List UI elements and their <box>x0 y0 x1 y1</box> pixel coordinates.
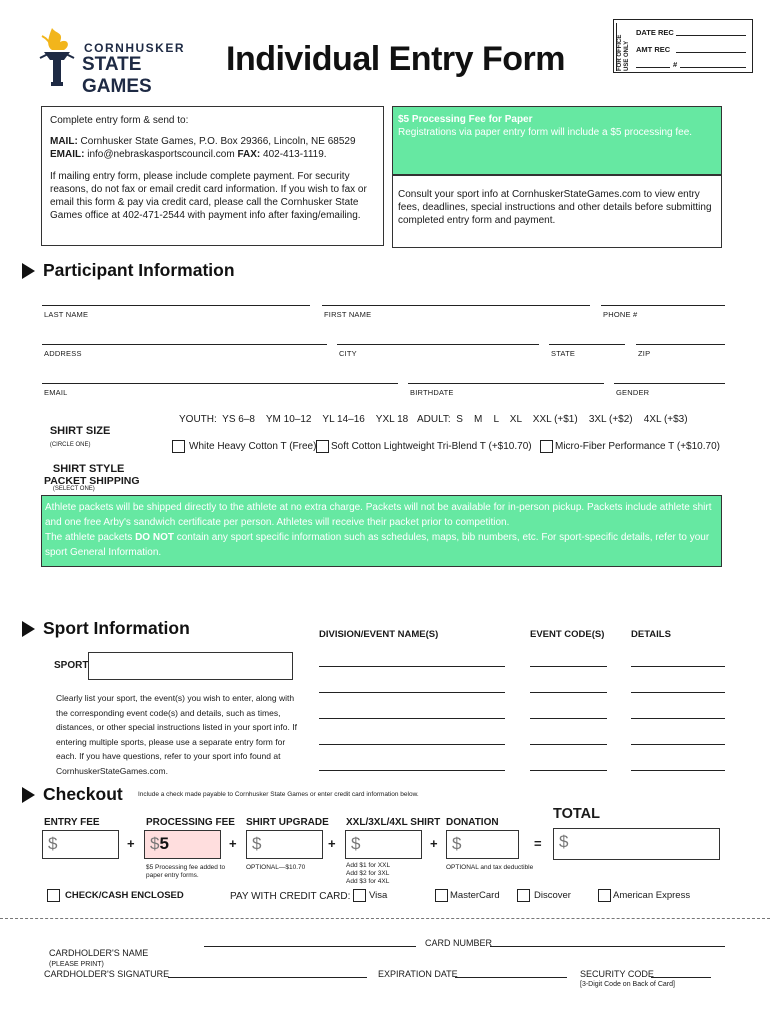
total-label: TOTAL <box>553 806 600 822</box>
page-title: Individual Entry Form <box>226 40 565 78</box>
amt-rec-label: AMT REC <box>636 45 671 54</box>
state-label: STATE <box>551 349 576 358</box>
consult-text: Consult your sport info at CornhuskerStateGames.com to view entry fees, deadlines, special instructions and other details before submitting completed entry form and payment. <box>398 189 712 226</box>
xxl-shirt-label: XXL/3XL/4XL SHIRT <box>346 817 441 828</box>
visa-option[interactable] <box>353 889 387 902</box>
shirt-upgrade-label: SHIRT UPGRADE <box>246 817 329 828</box>
adult-sizes[interactable]: ADULT: S M L XL XXL (+$1) 3XL (+$2) 4XL (+$3) <box>417 414 688 425</box>
event-code-line-1[interactable] <box>530 657 607 667</box>
mastercard-checkbox[interactable] <box>435 889 448 902</box>
packet-shipping-title: PACKET SHIPPING <box>44 475 140 487</box>
intro-box <box>41 106 384 246</box>
details-line-4[interactable] <box>631 735 725 745</box>
last-name-field[interactable] <box>42 296 310 306</box>
mastercard-option[interactable] <box>435 889 500 902</box>
city-label: CITY <box>339 349 357 358</box>
event-code-line-2[interactable] <box>530 683 607 693</box>
security-code-field[interactable] <box>651 968 711 978</box>
first-name-field[interactable] <box>322 296 590 306</box>
office-use-box <box>613 19 753 73</box>
address-label: ADDRESS <box>44 349 82 358</box>
sport-section-title <box>22 618 190 639</box>
donation-input[interactable]: $ <box>446 830 519 859</box>
discover-checkbox[interactable] <box>517 889 530 902</box>
plus-sign-1: + <box>127 836 135 851</box>
division-header: DIVISION/EVENT NAME(S) <box>319 629 439 640</box>
pay-credit-label: PAY WITH CREDIT CARD: <box>230 891 351 902</box>
mail-label: MAIL: <box>50 136 78 147</box>
office-use-label: FOR OFFICE USE ONLY <box>616 23 632 71</box>
cut-line-divider <box>0 918 770 919</box>
shirt-style-label: SHIRT STYLE <box>52 463 125 475</box>
details-header: DETAILS <box>631 629 671 640</box>
check-cash-checkbox[interactable] <box>47 889 60 902</box>
equals-sign: = <box>534 836 542 851</box>
email-label: EMAIL <box>44 388 68 397</box>
processing-fee-input[interactable]: $5 <box>144 830 221 859</box>
section-arrow-icon <box>22 787 35 803</box>
participant-section-title <box>22 260 235 281</box>
first-name-label: FIRST NAME <box>324 310 372 319</box>
date-rec-line[interactable] <box>676 30 746 36</box>
logo <box>38 24 186 97</box>
card-number-label: CARD NUMBER <box>425 938 493 948</box>
phone-field[interactable] <box>601 296 725 306</box>
security-code-note: [3-Digit Code on Back of Card] <box>580 981 675 988</box>
gender-field[interactable] <box>614 374 725 384</box>
discover-label: Discover <box>534 890 571 901</box>
amt-rec-line[interactable] <box>676 47 746 53</box>
address-field[interactable] <box>42 335 327 345</box>
shirt-upgrade-input[interactable]: $ <box>246 830 323 859</box>
birthdate-field[interactable] <box>408 374 604 384</box>
visa-label: Visa <box>369 890 388 901</box>
upgrade-note: OPTIONAL—$10.70 <box>246 864 306 871</box>
sport-instructions: Clearly list your sport, the event(s) you wish to enter, along with the corresponding event code(s) and details, such as times, distances, or other special instructions listed in your sport info. If entering multiple sports, please use a separate entry form for each. If you have questions, refer to your sport info found at CornhuskerStateGames.com. <box>56 693 297 776</box>
details-line-3[interactable] <box>631 709 725 719</box>
division-line-4[interactable] <box>319 735 505 745</box>
division-line-1[interactable] <box>319 657 505 667</box>
signature-field[interactable] <box>168 968 367 978</box>
birthdate-label: BIRTHDATE <box>410 388 454 397</box>
checkout-note: Include a check made payable to Cornhusker State Games or enter credit card information below. <box>138 791 419 798</box>
state-field[interactable] <box>549 335 625 345</box>
packet-shipping-box <box>41 495 722 567</box>
fax-text: 402-413-1119. <box>260 149 327 160</box>
event-code-header: EVENT CODE(S) <box>530 629 605 640</box>
cardholder-name-label: CARDHOLDER'S NAME <box>49 948 149 958</box>
cardholder-name-field[interactable] <box>204 937 416 947</box>
division-line-3[interactable] <box>319 709 505 719</box>
style-triblend-checkbox[interactable] <box>316 440 329 453</box>
style-option-triblend[interactable] <box>316 440 532 453</box>
gender-label: GENDER <box>616 388 650 397</box>
event-code-line-5[interactable] <box>530 761 607 771</box>
plus-sign-2: + <box>229 836 237 851</box>
processing-fee-label: PROCESSING FEE <box>146 817 235 828</box>
packet-text-2: The athlete packets DO NOT contain any sport specific information such as schedules, maps, bib numbers, etc. For sport-specific details, refer to your sport General Information. <box>45 532 710 558</box>
discover-option[interactable] <box>517 889 571 902</box>
security-text: If mailing entry form, please include complete payment. For security reasons, do not fax or email credit card information. If you wish to fax or email this form & pay via credit card, please call the Cornhusker State Games office at 402-471-2544 with payment info after faxing/emailing. <box>50 171 367 221</box>
amt-blank-line[interactable] <box>636 62 670 68</box>
fee-notice-heading: $5 Processing Fee for Paper <box>398 114 533 125</box>
section-arrow-icon <box>22 263 35 279</box>
style-cotton-checkbox[interactable] <box>172 440 185 453</box>
fax-label: FAX: <box>237 149 261 160</box>
details-line-5[interactable] <box>631 761 725 771</box>
details-line-1[interactable] <box>631 657 725 667</box>
consult-box <box>392 175 722 248</box>
mail-text: Cornhusker State Games, P.O. Box 29366, Lincoln, NE 68529 <box>77 136 356 147</box>
event-code-line-4[interactable] <box>530 735 607 745</box>
email-label: EMAIL: <box>50 149 85 160</box>
packet-text-1: Athlete packets will be shipped directly to the athlete at no extra charge. Packets will not be available for in-person pickup. Packets include athlete shirt and one free Arby's sandwich certificate per person. Athletes will receive their packet prior to competition. <box>45 502 712 528</box>
email-text: info@nebraskasportscouncil.com <box>84 149 238 160</box>
event-code-line-3[interactable] <box>530 709 607 719</box>
please-print-note: (PLEASE PRINT) <box>49 961 104 968</box>
plus-sign-3: + <box>328 836 336 851</box>
check-cash-option[interactable] <box>47 889 184 902</box>
torch-logo-icon <box>38 24 78 92</box>
style-microfiber-checkbox[interactable] <box>540 440 553 453</box>
participant-title-text: Participant Information <box>43 260 235 280</box>
card-number-field[interactable] <box>490 937 725 947</box>
division-line-5[interactable] <box>319 761 505 771</box>
sport-label: SPORT <box>54 660 89 671</box>
logo-line1: CORNHUSKER <box>84 41 186 55</box>
checkout-title-text: Checkout <box>43 784 123 804</box>
style-option-microfiber[interactable] <box>540 440 720 453</box>
style-microfiber-label: Micro-Fiber Performance T (+$10.70) <box>555 441 720 452</box>
style-triblend-label: Soft Cotton Lightweight Tri-Blend T (+$10.70) <box>331 441 532 452</box>
hash-label: # <box>673 60 678 69</box>
amex-checkbox[interactable] <box>598 889 611 902</box>
zip-field[interactable] <box>636 335 725 345</box>
xxl-shirt-input[interactable]: $ <box>345 830 422 859</box>
donation-note: OPTIONAL and tax deductible <box>446 864 534 871</box>
section-arrow-icon <box>22 621 35 637</box>
signature-label: CARDHOLDER'S SIGNATURE <box>44 969 170 979</box>
cardholder-name-row <box>44 938 148 968</box>
last-name-label: LAST NAME <box>44 310 89 319</box>
check-cash-label: CHECK/CASH ENCLOSED <box>65 890 184 901</box>
entry-fee-label: ENTRY FEE <box>44 817 100 828</box>
fee-notice-box <box>392 106 722 175</box>
logo-line2: STATE GAMES <box>82 54 152 97</box>
date-rec-label: DATE REC <box>636 28 674 37</box>
mail-line <box>50 135 375 148</box>
sport-title-text: Sport Information <box>43 618 190 638</box>
city-field[interactable] <box>337 335 539 345</box>
send-to-text: Complete entry form & send to: <box>50 115 189 126</box>
security-code-label: SECURITY CODE <box>580 969 654 979</box>
xxl-note: Add $1 for XXL Add $2 for 3XL Add $3 for 4XL <box>346 862 390 885</box>
amex-label: American Express <box>613 890 691 901</box>
email-field[interactable] <box>42 374 398 384</box>
plus-sign-4: + <box>430 836 438 851</box>
total-input[interactable]: $ <box>553 828 720 860</box>
style-option-cotton[interactable] <box>172 440 316 453</box>
checkout-section-title <box>22 784 123 805</box>
phone-label: PHONE # <box>603 310 638 319</box>
visa-checkbox[interactable] <box>353 889 366 902</box>
shirt-size-label: SHIRT SIZE <box>49 425 111 437</box>
youth-sizes[interactable]: YOUTH: YS 6–8 YM 10–12 YL 14–16 YXL 18 <box>179 414 409 425</box>
zip-label: ZIP <box>638 349 651 358</box>
details-line-2[interactable] <box>631 683 725 693</box>
expiration-field[interactable] <box>455 968 567 978</box>
mastercard-label: MasterCard <box>450 890 500 901</box>
amex-option[interactable] <box>598 889 690 902</box>
expiration-label: EXPIRATION DATE <box>378 969 458 979</box>
entry-fee-input[interactable]: $ <box>42 830 119 859</box>
fee-notice-text: Registrations via paper entry form will include a $5 processing fee. <box>398 127 693 138</box>
processing-note: $5 Processing fee added to paper entry forms. <box>146 864 226 879</box>
circle-one-note: (CIRCLE ONE) <box>49 442 91 448</box>
donation-label: DONATION <box>446 817 499 828</box>
sport-input[interactable] <box>88 652 293 680</box>
hash-line[interactable] <box>680 62 746 68</box>
style-cotton-label: White Heavy Cotton T (Free) <box>189 441 317 452</box>
division-line-2[interactable] <box>319 683 505 693</box>
email-line <box>50 148 375 161</box>
select-one-note: (SELECT ONE) <box>52 486 95 492</box>
